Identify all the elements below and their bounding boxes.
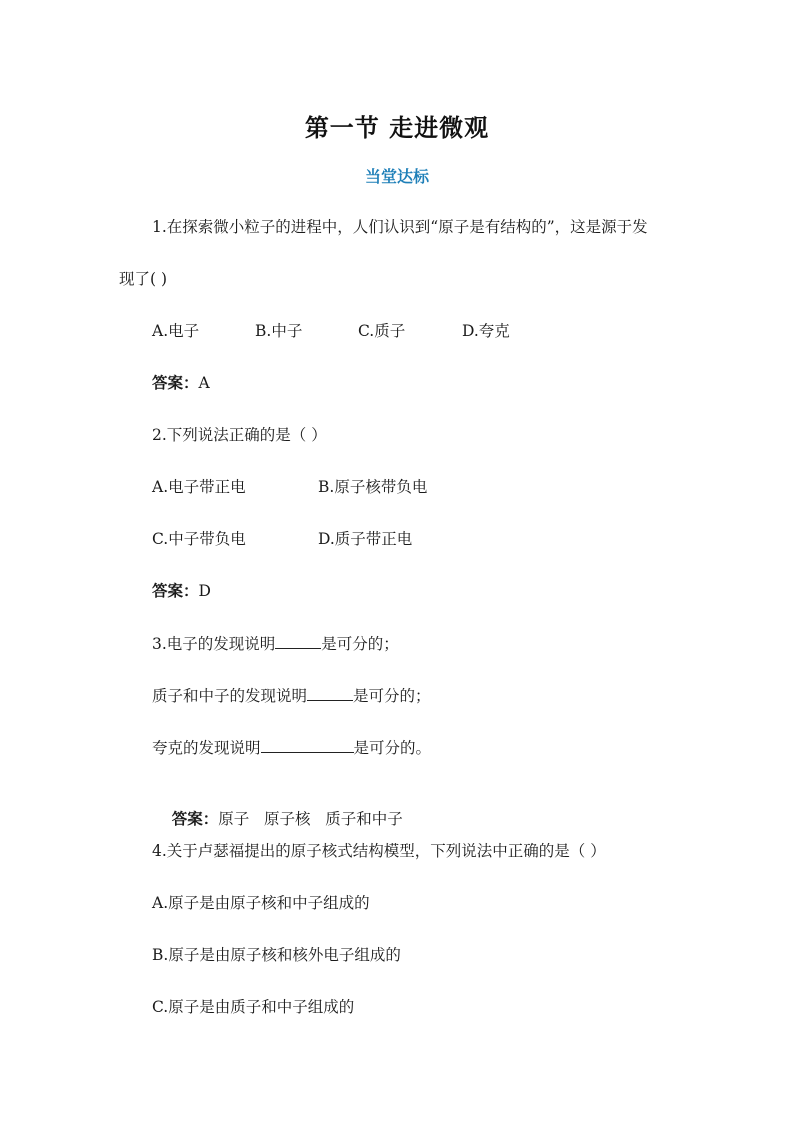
answer-value: D <box>198 582 211 600</box>
q3-answer <box>152 789 403 849</box>
q1-option-b: B.中子 <box>255 322 303 340</box>
fill-blank <box>261 737 354 753</box>
q1-option-d: D.夸克 <box>462 322 510 340</box>
q4-option-a: A.原子是由原子核和中子组成的 <box>152 894 370 912</box>
q3-line3-text: 夸克的发现说明 <box>152 739 261 757</box>
q2-options-row2 <box>152 529 752 549</box>
answer-label: 答案： <box>152 374 199 392</box>
q4-option-c: C.原子是由质子和中子组成的 <box>152 998 355 1016</box>
q1-stem-line1: 1.在探索微小粒子的进程中，人们认识到“原子是有结构的”，这是源于发 <box>152 218 648 236</box>
q3-line2-text: 质子和中子的发现说明 <box>152 687 308 705</box>
q3-line1 <box>152 633 399 654</box>
q2-stem: 2.下列说法正确的是（ ） <box>152 426 327 444</box>
q4-option-b: B.原子是由原子核和核外电子组成的 <box>152 946 401 964</box>
q3-line3-suffix: 是可分的。 <box>353 739 432 757</box>
fill-blank <box>275 633 321 649</box>
fill-blank <box>307 685 353 701</box>
answer-label: 答案： <box>152 582 199 600</box>
q1-option-c: C.质子 <box>358 322 406 340</box>
q1-answer <box>152 373 210 393</box>
q2-option-b: B.原子核带负电 <box>318 478 428 496</box>
page-title: 第一节 走进微观 <box>304 114 490 142</box>
q3-line2-suffix: 是可分的； <box>353 687 431 705</box>
q3-line1-suffix: 是可分的； <box>321 635 399 653</box>
q2-option-c: C.中子带负电 <box>152 530 246 548</box>
answer-value: A <box>198 374 210 392</box>
answer-label: 答案： <box>171 810 219 828</box>
q1-option-a: A.电子 <box>152 322 200 340</box>
q4-stem: 4.关于卢瑟福提出的原子核式结构模型，下列说法中正确的是（ ） <box>152 842 606 860</box>
q1-stem-line2: 现了( ) <box>119 270 168 288</box>
q2-options-row1 <box>152 477 752 497</box>
answer-value: 原子 原子核 质子和中子 <box>218 810 403 828</box>
q3-line3 <box>152 737 431 758</box>
q2-option-d: D.质子带正电 <box>318 530 413 548</box>
q1-options <box>152 321 752 341</box>
q3-line1-text: 3.电子的发现说明 <box>152 635 276 653</box>
section-subtitle: 当堂达标 <box>364 167 429 186</box>
q2-option-a: A.电子带正电 <box>152 478 246 496</box>
q3-line2 <box>152 685 431 706</box>
q2-answer <box>152 581 211 601</box>
